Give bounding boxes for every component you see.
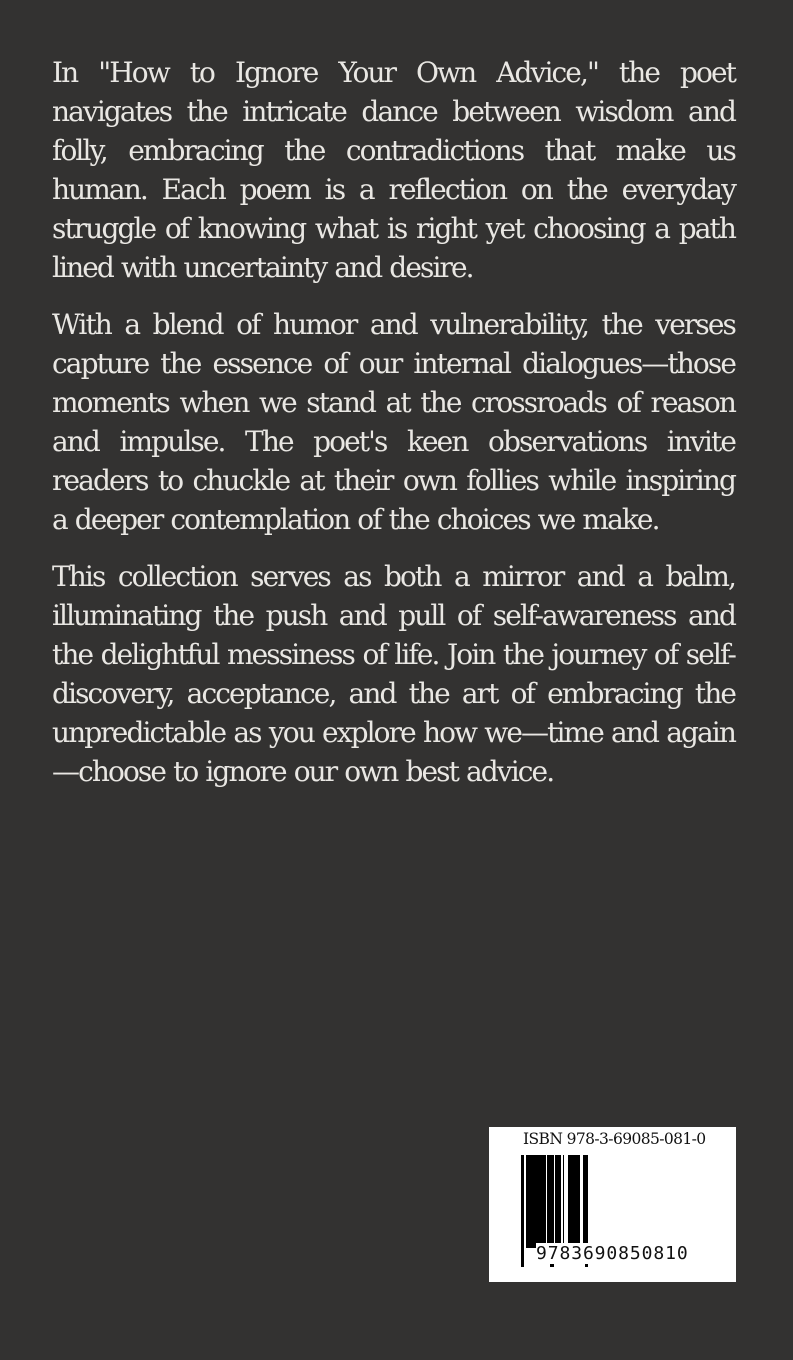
barcode-bar [558,1155,561,1248]
barcode-bar [523,1155,525,1267]
barcode-bar [578,1155,580,1248]
barcode-bar [543,1155,546,1248]
blurb-paragraph-3: This collection serves as both a mirror and a balm, illuminating the push and pull of self-awareness and the delightful messiness of life. Join the journey of self-discovery, acceptance, and the art of embracing the unpredictable as you explore how we—time and again—choose to ignore our own best advice. [52,560,735,788]
isbn-barcode-box [489,1127,736,1282]
blurb-paragraph-1: In "How to Ignore Your Own Advice," the poet navigates the intricate dance between wisdom and folly, embracing the contradictions that make us human. Each poem is a reflection on the everyday struggle of knowing what is right yet choosing a path lined with uncertainty and desire. [52,56,735,284]
blurb-text [52,53,735,791]
blurb-paragraph-2: With a blend of humor and vulnerability, the verses capture the essence of our internal dialogues—those moments when we stand at the crossroads of reason and impulse. The poet's keen observations invite readers to chuckle at their own follies while inspiring a deeper contemplation of the choices we make. [52,308,735,536]
barcode-bar [563,1155,565,1248]
isbn-label: ISBN 978-3-69085-081-0 [523,1130,706,1148]
barcode-digits: 9783690850810 [536,1243,696,1264]
